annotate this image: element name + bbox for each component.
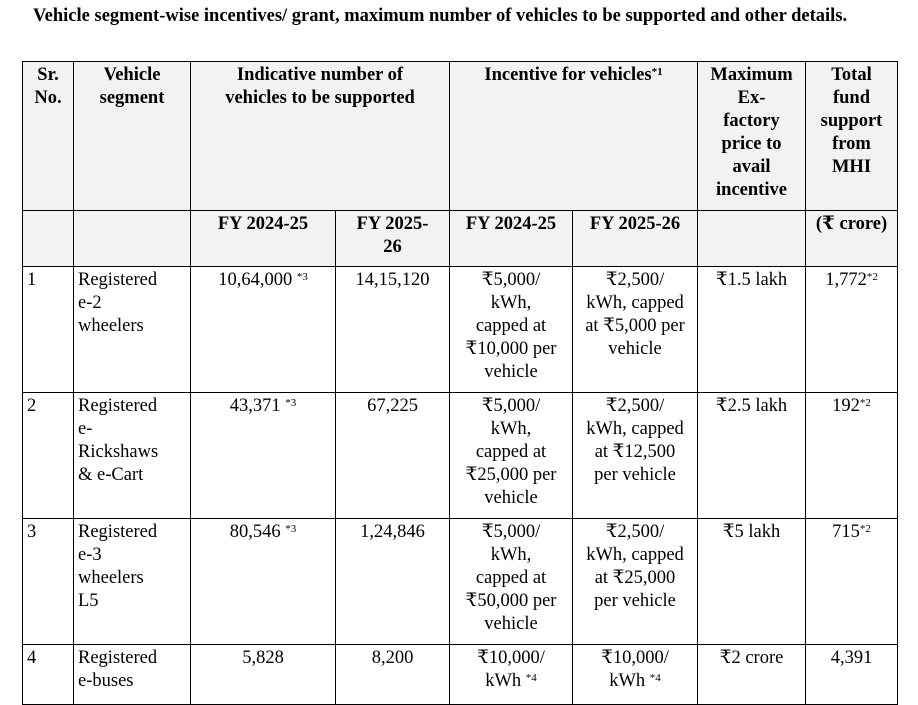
vehicles-fy2526-cell — [336, 645, 450, 705]
footnote-mark: *2 — [866, 271, 878, 283]
incentive-fy2526-cell — [573, 645, 698, 705]
incentive-fy2425-cell — [450, 519, 573, 645]
total-fund-cell — [806, 519, 898, 645]
vehicles-fy2425-cell — [191, 519, 336, 645]
vehicles-fy2425-cell-text: 80,546 — [229, 522, 286, 542]
incentive-fy2526-cell — [573, 393, 698, 519]
vehicles-fy2526-cell-text: 67,225 — [367, 396, 418, 416]
total-fund-cell-text: 192 — [832, 396, 860, 416]
vehicles-fy2526-cell-text: 1,24,846 — [360, 522, 425, 542]
segment-cell-text: Registered e-buses — [78, 648, 158, 691]
footnote-mark: *3 — [285, 397, 297, 409]
header-indicative: Indicative number of vehicles to be supported — [191, 62, 450, 211]
subheader-fy2526: FY 2025- 26 — [336, 211, 450, 267]
segment-cell-text: Registered e- Rickshaws & e-Cart — [78, 396, 159, 485]
incentive-fy2425-cell — [450, 267, 573, 393]
vehicles-fy2425-cell — [191, 267, 336, 393]
incentive-fy2526-cell — [573, 267, 698, 393]
max-price-cell-text: ₹2 crore — [719, 648, 784, 668]
table-row — [23, 393, 898, 519]
segment-cell — [74, 393, 191, 519]
header-segment: Vehicle segment — [74, 62, 191, 211]
total-fund-cell — [806, 267, 898, 393]
incentive-fy2526-cell-text: ₹2,500/ kWh, capped at ₹12,500 per vehicle — [586, 396, 684, 485]
footnote-mark: *3 — [296, 271, 308, 283]
segment-cell — [74, 267, 191, 393]
footnote-mark: *3 — [285, 523, 297, 535]
header-sr: Sr. No. — [23, 62, 74, 211]
incentive-fy2425-cell — [450, 645, 573, 705]
sr-cell — [23, 267, 74, 393]
max-price-cell-text: ₹2.5 lakh — [715, 396, 788, 416]
footnote-mark: *1 — [651, 66, 663, 78]
sr-cell — [23, 519, 74, 645]
page-title: Vehicle segment-wise incentives/ grant, maximum number of vehicles to be supported and other details. — [33, 6, 848, 26]
footnote-mark: *4 — [649, 672, 661, 684]
vehicles-fy2526-cell-text: 8,200 — [371, 648, 414, 668]
total-fund-cell-text: 4,391 — [830, 648, 873, 668]
max-price-cell — [698, 267, 806, 393]
header-incentive-label: Incentive for vehicles — [484, 65, 652, 85]
subheader-empty — [74, 211, 191, 267]
segment-cell — [74, 519, 191, 645]
table-row — [23, 519, 898, 645]
incentive-fy2425-cell-text: ₹5,000/ kWh, capped at ₹50,000 per vehicle — [465, 522, 557, 634]
vehicles-fy2526-cell-text: 14,15,120 — [355, 270, 430, 290]
table-row — [23, 267, 898, 393]
subheader-unit: (₹ crore) — [806, 211, 898, 267]
vehicles-fy2526-cell — [336, 519, 450, 645]
subheader-empty — [23, 211, 74, 267]
incentive-fy2425-cell-text: ₹5,000/ kWh, capped at ₹10,000 per vehicle — [465, 270, 557, 382]
incentive-fy2526-cell-text: ₹2,500/ kWh, capped at ₹25,000 per vehicle — [586, 522, 684, 611]
header-row — [23, 62, 898, 211]
subheader-fy2425: FY 2024-25 — [191, 211, 336, 267]
max-price-cell — [698, 645, 806, 705]
vehicles-fy2526-cell — [336, 267, 450, 393]
max-price-cell-text: ₹5 lakh — [722, 522, 781, 542]
subheader-inc-fy2425: FY 2024-25 — [450, 211, 573, 267]
footnote-mark: *4 — [525, 672, 537, 684]
header-incentive — [450, 62, 698, 211]
footnote-mark: *2 — [859, 523, 871, 535]
incentive-fy2526-cell-text: ₹10,000/ kWh — [601, 648, 669, 691]
vehicles-fy2425-cell — [191, 645, 336, 705]
total-fund-cell-text: 715 — [832, 522, 860, 542]
segment-cell-text: Registered e-3 wheelers L5 — [78, 522, 158, 611]
max-price-cell — [698, 519, 806, 645]
incentive-fy2425-cell-text: ₹10,000/ kWh — [477, 648, 545, 691]
vehicles-fy2425-cell — [191, 393, 336, 519]
incentive-fy2425-cell — [450, 393, 573, 519]
subheader-row — [23, 211, 898, 267]
footnote-mark: *2 — [859, 397, 871, 409]
sr-cell-text: 2 — [27, 396, 37, 416]
vehicles-fy2425-cell-text: 5,828 — [242, 648, 284, 668]
total-fund-cell-text: 1,772 — [825, 270, 867, 290]
sr-cell-text: 4 — [27, 648, 37, 668]
incentive-fy2425-cell-text: ₹5,000/ kWh, capped at ₹25,000 per vehicle — [465, 396, 557, 508]
sr-cell-text: 3 — [27, 522, 37, 542]
table-row — [23, 645, 898, 705]
subheader-inc-fy2526: FY 2025-26 — [573, 211, 698, 267]
max-price-cell — [698, 393, 806, 519]
vehicles-fy2425-cell-text: 43,371 — [229, 396, 286, 416]
sr-cell — [23, 393, 74, 519]
incentive-fy2526-cell — [573, 519, 698, 645]
segment-cell — [74, 645, 191, 705]
incentives-table — [22, 61, 898, 705]
header-total: Total fund support from MHI — [806, 62, 898, 211]
incentive-fy2526-cell-text: ₹2,500/ kWh, capped at ₹5,000 per vehicle — [585, 270, 685, 359]
total-fund-cell — [806, 393, 898, 519]
total-fund-cell — [806, 645, 898, 705]
sr-cell — [23, 645, 74, 705]
segment-cell-text: Registered e-2 wheelers — [78, 270, 158, 336]
header-max-price: Maximum Ex- factory price to avail incentive — [698, 62, 806, 211]
sr-cell-text: 1 — [27, 270, 37, 290]
subheader-empty — [698, 211, 806, 267]
vehicles-fy2526-cell — [336, 393, 450, 519]
max-price-cell-text: ₹1.5 lakh — [715, 270, 788, 290]
vehicles-fy2425-cell-text: 10,64,000 — [218, 270, 297, 290]
